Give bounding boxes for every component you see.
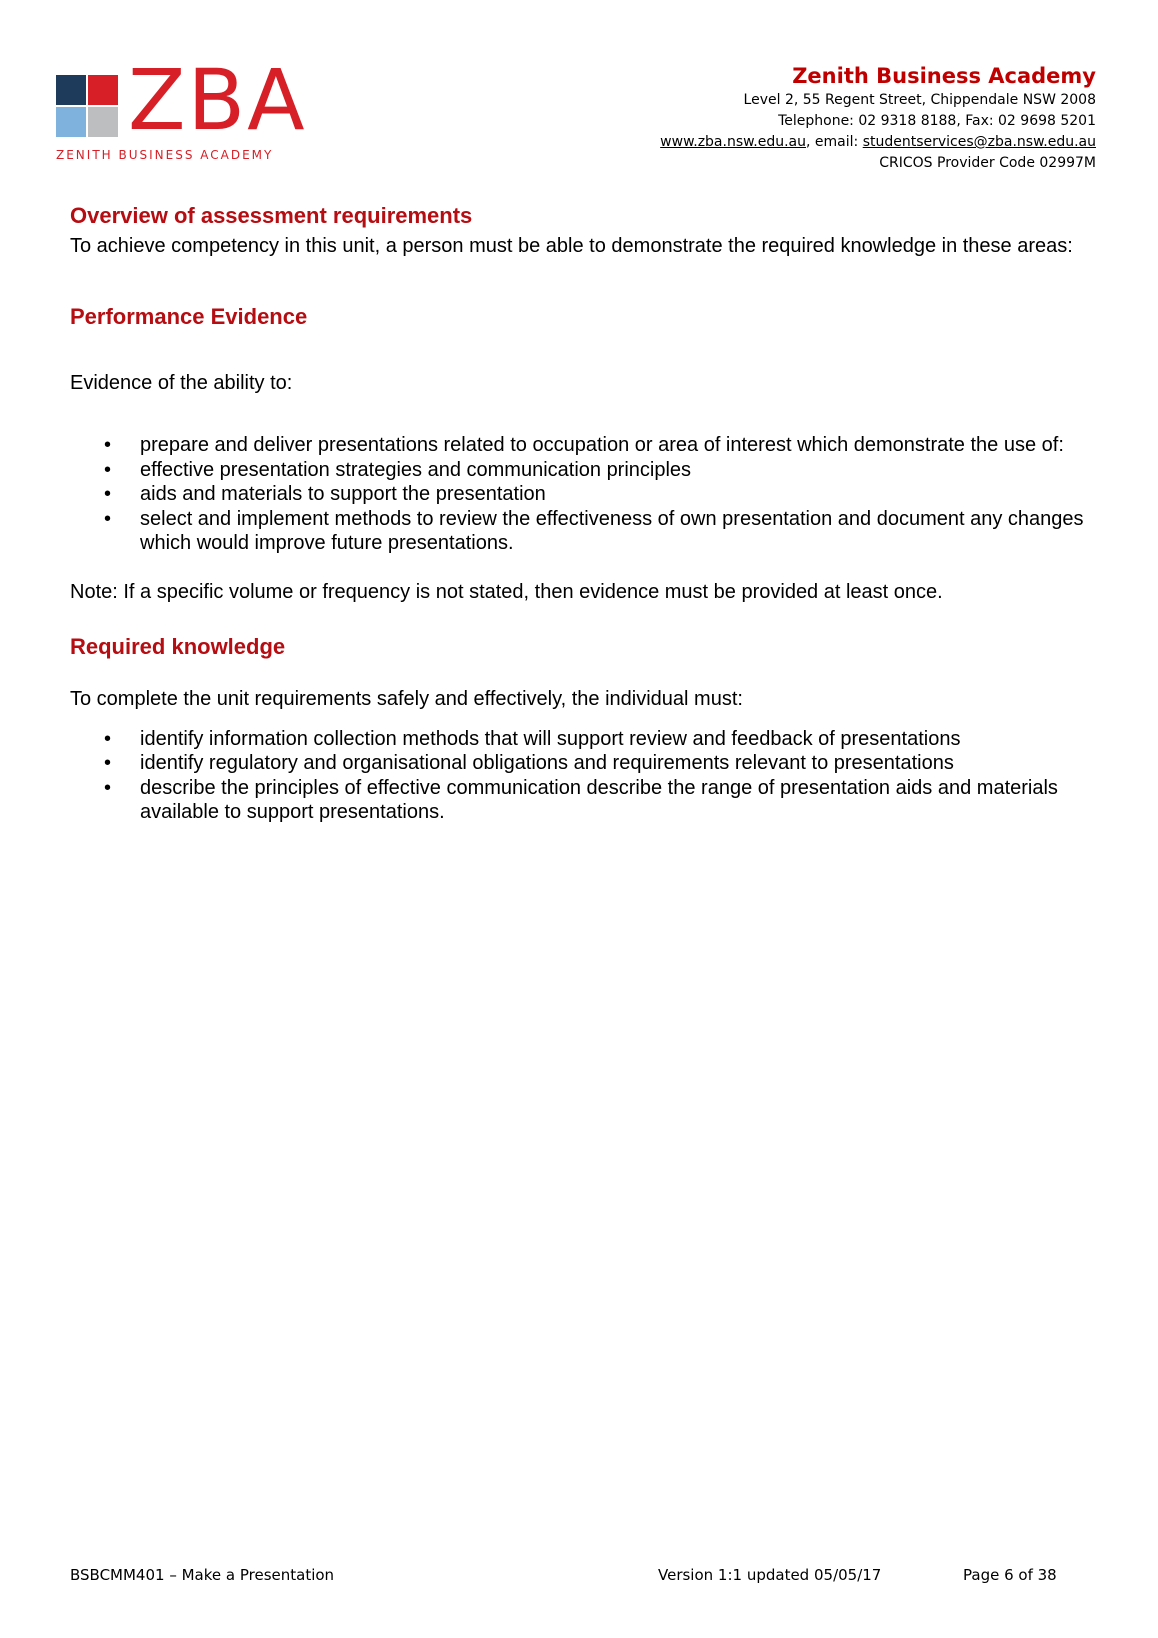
list-item: • describe the principles of effective communication describe the range of presentation aids and materials available to support presentations. (140, 776, 1098, 825)
logo-squares-icon (56, 75, 119, 138)
list-item: • prepare and deliver presentations related to occupation or area of interest which demonstrate the use of: (140, 433, 1098, 458)
zba-logo (54, 51, 309, 168)
performance-list (70, 433, 1098, 556)
list-item: • identify information collection methods that will support review and feedback of presentations (140, 727, 1098, 752)
cricos-code: CRICOS Provider Code 02997M (879, 155, 1096, 171)
list-item: • effective presentation strategies and communication principles (140, 458, 1098, 483)
website-link[interactable]: www.zba.nsw.edu.au (660, 134, 807, 150)
performance-lead: Evidence of the ability to: (70, 372, 293, 394)
logo-subtitle: ZENITH BUSINESS ACADEMY (56, 148, 274, 162)
list-item: • identify regulatory and organisational obligations and requirements relevant to presentations (140, 751, 1098, 776)
org-web-email-line (660, 132, 1096, 153)
footer-unit: BSBCMM401 – Make a Presentation (70, 1566, 335, 1584)
performance-note: Note: If a specific volume or frequency is not stated, then evidence must be provided at least once. (70, 580, 943, 603)
org-phone: Telephone: 02 9318 8188, Fax: 02 9698 5201 (778, 113, 1096, 129)
org-name: Zenith Business Academy (792, 64, 1096, 88)
logo-letters: ZBA (128, 51, 307, 149)
email-label: , email: (806, 134, 863, 150)
performance-heading: Performance Evidence (70, 304, 308, 329)
list-item: • aids and materials to support the presentation (140, 482, 1098, 507)
document-body (70, 202, 1098, 825)
email-link[interactable]: studentservices@zba.nsw.edu.au (862, 134, 1096, 150)
knowledge-heading: Required knowledge (70, 633, 286, 659)
org-address: Level 2, 55 Regent Street, Chippendale NSW 2008 (743, 92, 1096, 108)
knowledge-lead: To complete the unit requirements safely and effectively, the individual must: (70, 687, 743, 710)
overview-heading: Overview of assessment requirements (70, 203, 473, 228)
footer-page-number: Page 6 of 38 (963, 1566, 1057, 1584)
org-contact-block (660, 63, 1096, 174)
list-item: • select and implement methods to review the effectiveness of own presentation and document any changes which would improve future presentations. (140, 507, 1098, 556)
knowledge-list (70, 727, 1098, 825)
overview-intro: To achieve competency in this unit, a person must be able to demonstrate the required knowledge in these areas: (70, 235, 1073, 257)
footer-version: Version 1:1 updated 05/05/17 (658, 1566, 882, 1584)
